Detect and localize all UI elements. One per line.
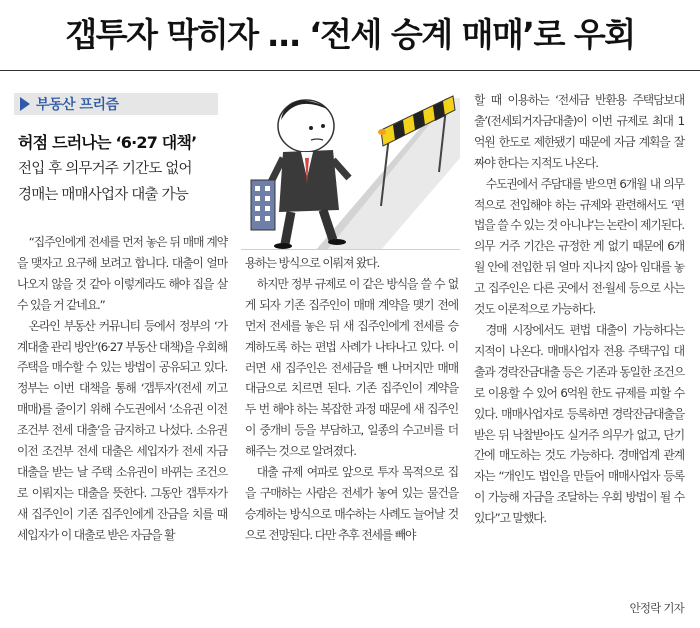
section-tag: [14, 93, 218, 115]
triangle-icon: [20, 97, 30, 111]
paragraph: 수도권에서 주담대를 받으면 6개월 내 의무적으로 전입해야 하는 규제와 관련해서도 ‘편법을 쓸 수 있는 것 아니냐’는 논란이 제기된다. 의무 거주 기간은 규정한 게 없기 때문에 6개월 안에 전입한 뒤 얼마 지나지 않아 임대를 놓고 집주인은 다른 곳에서 전·월세 등으로 사는 것도 이론적으로 가능하다.: [474, 176, 684, 317]
building-icon: [251, 180, 275, 230]
paragraph: 하지만 정부 규제로 이 같은 방식을 쓸 수 없게 되자 기존 집주인이 매매 계약을 맺기 전에 먼저 전세를 놓은 뒤 새 집주인에게 전세를 승계하도록 하는 편법 사례가 나타나고 있다. 이러면 새 집주인은 전세금을 뺀 나머지만 매매 대금으로 치르면 된다. 기존 집주인이 계약을 두 번 해야 하는 복잡한 과정 때문에 새 집주인이 중개비 등을 부담하고, 일종의 수고비를 더해주는 것으로 알려졌다.: [245, 276, 458, 459]
paragraph: 대출 규제 여파로 앞으로 투자 목적으로 집을 구매하는 사람은 전세가 놓여 있는 물건을 승계하는 방식으로 매수하는 사례도 늘어날 것으로 전망된다. 다만 추후 전세를 빼야: [245, 465, 458, 542]
headline-rule: [0, 70, 700, 71]
article-column-1: [17, 232, 227, 546]
subheading-main: 허점 드러나는 ‘6·27 대책’: [18, 133, 197, 152]
section-tag-label: 부동산 프리즘: [36, 97, 119, 113]
subheading-second: 전입 후 의무거주 기간도 없어: [18, 161, 192, 177]
paragraph: “집주인에게 전세를 먼저 놓은 뒤 매매 계약을 맺자고 요구해 보려고 합니다. 대출이 얼마 나오지 않을 것 같아 이렇게라도 해야 집을 살 수 있을 거 같네요.”: [17, 235, 227, 312]
paragraph: 경매 시장에서도 편법 대출이 가능하다는 지적이 나온다. 매매사업자 전용 주택구입 대출과 경락잔금대출 등은 기존과 동일한 조건으로 이용할 수 있어 6억원 한도 규제를 피할 수 있다. 매매사업자로 등록하면 경락잔금대출을 받은 뒤 낙찰받아도 실거주 의무가 없고, 단기간에 매도하는 것도 가능하다. 경매업계 관계자는 “개인도 법인을 만들어 매매사업자 등록이 가능해 자금을 조달하는 우회 방법이 될 수 있다”고 말했다.: [474, 322, 684, 526]
paragraph: 용하는 방식으로 이뤄져 왔다.: [245, 256, 380, 270]
paragraph: 할 때 이용하는 ‘전세금 반환용 주택담보대출’(전세퇴거자금대출)이 이번 규제로 최대 1억원 한도로 제한됐기 때문에 자금 계획을 잘 짜야 한다는 지적도 나온다.: [474, 93, 684, 170]
subheading-third: 경매는 매매사업자 대출 가능: [18, 187, 188, 203]
byline: 안정락 기자: [629, 601, 684, 615]
headline: 갭투자 막히자 … ‘전세 승계 매매’로 우회: [65, 14, 635, 54]
article-column-3: [474, 90, 684, 529]
paragraph: 온라인 부동산 커뮤니티 등에서 정부의 ‘가계대출 관리 방안’(6·27 부동산 대책)을 우회해 주택을 매수할 수 있는 방법이 공유되고 있다. 정부는 이번 대책을 통해 ‘갭투자’(전세 끼고 매매)를 줄이기 위해 수도권에서 ‘소유권 이전 조건부 전세 대출’을 금지하고 나섰다. 소유권 이전 조건부 전세 대출은 세입자가 전세 자금 대출을 받는 날 주택 소유권이 바뀌는 조건으로 이뤄지는 대출을 뜻한다. 그동안 갭투자가 새 집주인이 기존 집주인에게 잔금을 치를 때 세입자가 이 대출로 받은 자금을 활: [17, 318, 227, 542]
article-column-2: [245, 253, 458, 546]
illustration: [241, 88, 460, 250]
